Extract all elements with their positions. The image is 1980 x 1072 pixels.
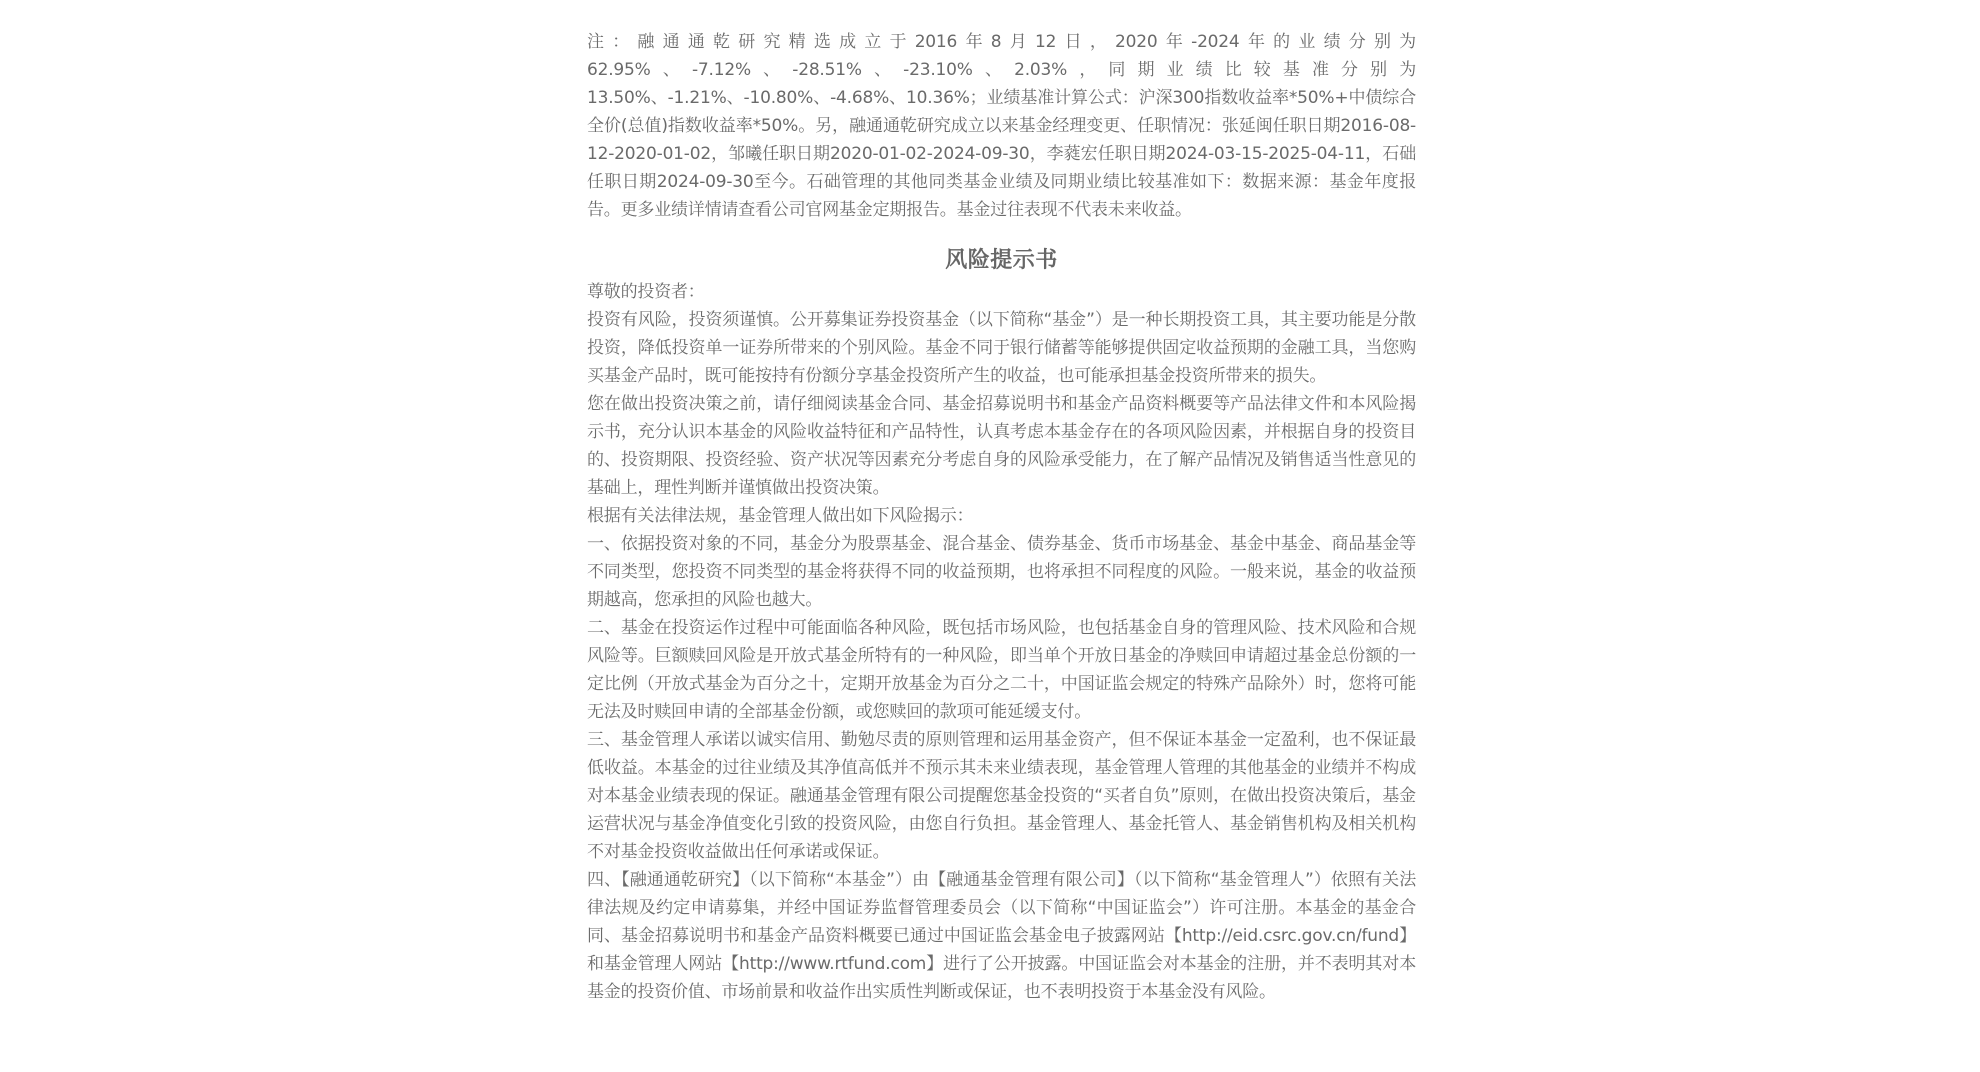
paragraph-risk-1: 一、依据投资对象的不同，基金分为股票基金、混合基金、债券基金、货币市场基金、基金中基金、商品基金等不同类型，您投资不同类型的基金将获得不同的收益预期，也将承担不同程度的风险。一般来说，基金的收益预期越高，您承担的风险也越大。	[587, 534, 1416, 610]
paragraph-risk-3: 三、基金管理人承诺以诚实信用、勤勉尽责的原则管理和运用基金资产，但不保证本基金一定盈利，也不保证最低收益。本基金的过往业绩及其净值高低并不预示其未来业绩表现，基金管理人管理的其他基金的业绩并不构成对本基金业绩表现的保证。融通基金管理有限公司提醒您基金投资的“买者自负”原则，在做出投资决策后，基金运营状况与基金净值变化引致的投资风险，由您自行负担。基金管理人、基金托管人、基金销售机构及相关机构不对基金投资收益做出任何承诺或保证。	[587, 730, 1416, 862]
paragraph-intro: 投资有风险，投资须谨慎。公开募集证券投资基金（以下简称“基金”）是一种长期投资工具，其主要功能是分散投资，降低投资单一证券所带来的个别风险。基金不同于银行储蓄等能够提供固定收益预期的金融工具，当您购买基金产品时，既可能按持有份额分享基金投资所产生的收益，也可能承担基金投资所带来的损失。	[587, 310, 1416, 386]
rtfund-website-link[interactable]: http://www.rtfund.com	[739, 954, 927, 974]
performance-note: 注：融通通乾研究精选成立于2016年8月12日，2020年-2024年的业绩分别为62.95%、-7.12%、-28.51%、-23.10%、2.03%，同期业绩比较基准分别为13.50%、-1.21%、-10.80%、-4.68%、10.36%；业绩基准计算公式：沪深300指数收益率*50%+中债综合全价(总值)指数收益率*50%。另，融通通乾研究成立以来基金经理变更、任职情况：张延闽任职日期2016-08-12-2020-01-02，邹曦任职日期2020-01-02-2024-09-30，李蕤宏任职日期2024-03-15-2025-04-11，石础任职日期2024-09-30至今。石础管理的其他同类基金业绩及同期业绩比较基准如下：数据来源：基金年度报告。更多业绩详情请查看公司官网基金定期报告。基金过往表现不代表未来收益。	[587, 32, 1416, 220]
paragraph-risk-4-text-c: 】进行了公开披露。中国证监会对本基金的注册，并不表明其对本基金的投资价值、市场前景和收益作出实质性判断或保证，也不表明投资于本基金没有风险。	[587, 954, 1417, 1002]
page-title: 风险提示书	[945, 248, 1058, 273]
paragraph-risk-2: 二、基金在投资运作过程中可能面临各种风险，既包括市场风险，也包括基金自身的管理风险、技术风险和合规风险等。巨额赎回风险是开放式基金所特有的一种风险，即当单个开放日基金的净赎回申请超过基金总份额的一定比例（开放式基金为百分之十，定期开放基金为百分之二十，中国证监会规定的特殊产品除外）时，您将可能无法及时赎回申请的全部基金份额，或您赎回的款项可能延缓支付。	[587, 618, 1416, 722]
document-body	[587, 28, 1416, 1006]
csrc-disclosure-link[interactable]: http://eid.csrc.gov.cn/fund	[1181, 926, 1399, 946]
paragraph-risk-4-text-b: 】和基金管理人网站【	[587, 926, 1416, 974]
greeting: 尊敬的投资者：	[587, 282, 705, 302]
paragraph-decision: 您在做出投资决策之前，请仔细阅读基金合同、基金招募说明书和基金产品资料概要等产品法律文件和本风险揭示书，充分认识本基金的风险收益特征和产品特性，认真考虑本基金存在的各项风险因素，并根据自身的投资目的、投资期限、投资经验、资产状况等因素充分考虑自身的风险承受能力，在了解产品情况及销售适当性意见的基础上，理性判断并谨慎做出投资决策。	[587, 394, 1416, 498]
paragraph-disclosure-lead: 根据有关法律法规，基金管理人做出如下风险揭示：	[587, 506, 974, 526]
paragraph-risk-4-text-a: 四、【融通通乾研究】（以下简称“本基金”）由【融通基金管理有限公司】（以下简称“基金管理人”）依照有关法律法规及约定申请募集，并经中国证券监督管理委员会（以下简称“中国证监会”）许可注册。本基金的基金合同、基金招募说明书和基金产品资料概要已通过中国证监会基金电子披露网站【	[587, 870, 1416, 946]
paragraph-risk-4	[587, 866, 1416, 1006]
